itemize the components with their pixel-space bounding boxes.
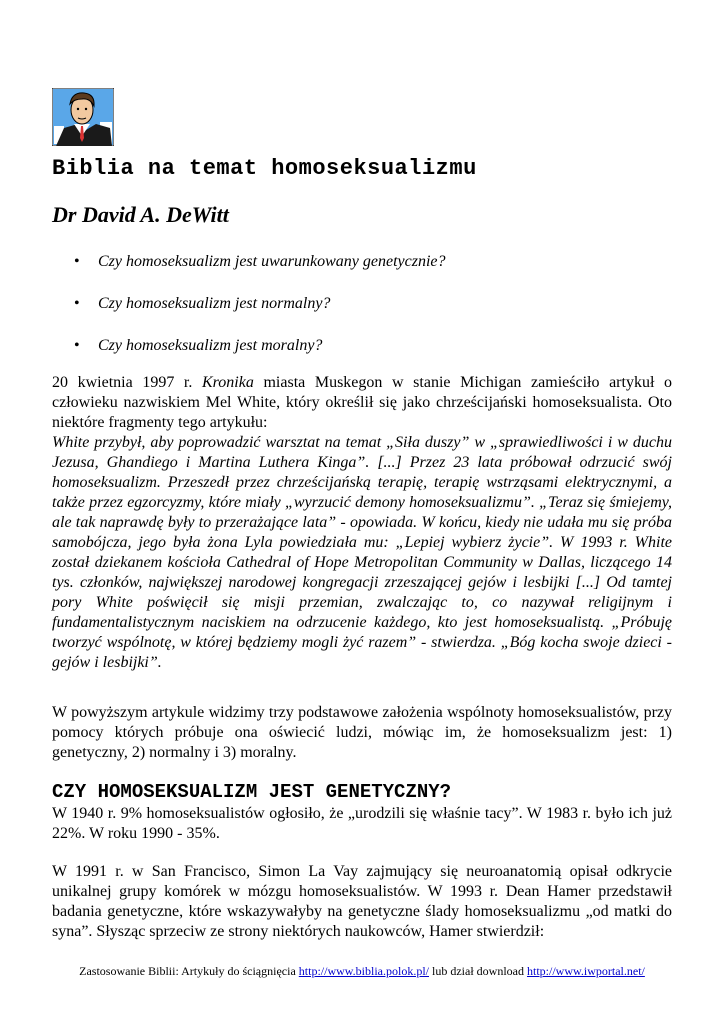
footer: Zastosowanie Biblii: Artykuły do ściągnięcia http://www.biblia.polok.pl/ lub dział download http://www.iwportal.net/ [79, 964, 645, 978]
biblia-link[interactable]: http://www.biblia.polok.pl/ [298, 964, 429, 978]
list-item: • Czy homoseksualizm jest normalny? [74, 295, 331, 312]
bullet-icon: • [74, 253, 80, 270]
article-paragraph: 20 kwietnia 1997 r. Kronika miasta Muskegon w stanie Michigan zamieściło artykuł o człowieku nazwiskiem Mel White, który określił się jako chrześcijański homoseksualista. Oto niektóre fragmenty tego artykułu: White przybył, aby poprowadzić warsztat na temat „Siła duszy” w „sprawiedliwości i w duchu Jezusa, Ghandiego i Martina Luthera Kinga”. [...] Przez 23 lata próbował odrzucić swój homoseksualizm. Przeszedł przez chrześcijańską terapię, terapię wstrząsami elektrycznymi, a także przez egzorcyzmy, które miały „wyrzucić demony homoseksualizmu”. „Teraz się śmiejemy, ale tak naprawdę były to przerażające lata” - opowiada. W końcu, kiedy nie udała mu się próba samobójcza, jego była żona Lyla powiedziała mu: „Lepiej wybierz życie”. W 1993 r. White został dziekanem kościoła Cathedral of Hope Metropolitan Community w Dallas, liczącego 14 tys. członków, największej narodowej kongregacji zrzeszającej gejów i lesbijki [...] Od tamtej pory White poświęcił się misji przemian, zwalczając to, co nazywał religijnym i fundamentalistycznym naciskiem na odrzucenie każdego, kto jest homoseksualistą. „Próbuję tworzyć wspólnotę, w której będziemy mogli żyć razem” - stwierdza. „Bóg kocha swoje dzieci - gejów i lesbijki”. [52, 374, 673, 671]
list-item: • Czy homoseksualizm jest moralny? [74, 337, 323, 354]
bullet-icon: • [74, 337, 80, 354]
section-heading: CZY HOMOSEKSUALIZM JEST GENETYCZNY? [52, 781, 452, 803]
statistics-paragraph: W 1940 r. 9% homoseksualistów ogłosiło, że „urodzili się właśnie tacy”. W 1983 r. było ich już 22%. W roku 1990 - 35%. [52, 805, 672, 842]
list-item: • Czy homoseksualizm jest uwarunkowany genetycznie? [74, 253, 446, 270]
man-clipart-logo [52, 88, 114, 146]
research-paragraph: W 1991 r. w San Francisco, Simon La Vay zajmujący się neuroanatomią opisał odkrycie unikalnej grupy komórek w mózgu homoseksualistów. W 1993 r. Dean Hamer przedstawił badania genetyczne, które wskazywałyby na genetyczne ślady homoseksualizmu „od matki do syna”. Słysząc sprzeciw ze strony niektórych naukowców, Hamer stwierdził: [52, 863, 672, 940]
page-title: Biblia na temat homoseksualizmu [52, 156, 477, 181]
question-list [52, 252, 672, 378]
iwportal-link[interactable]: http://www.iwportal.net/ [526, 964, 645, 978]
author-name: Dr David A. DeWitt [52, 202, 229, 227]
article-quote: White przybył, aby poprowadzić warsztat na temat „Siła duszy” w „sprawiedliwości i w duchu Jezusa, Ghandiego i Martina Luthera Kinga”. [...] Przez 23 lata próbował odrzucić swój homoseksualizm. Przeszedł przez chrześcijańską terapię, terapię wstrząsami elektrycznymi, a także przez egzorcyzmy, które miały „wyrzucić demony homoseksualizmu”. „Teraz się śmiejemy, ale tak naprawdę były to przerażające lata” - opowiada. W końcu, kiedy nie udała mu się próba samobójcza, jego była żona Lyla powiedziała mu: „Lepiej wybierz życie”. W 1993 r. White został dziekanem kościoła Cathedral of Hope Metropolitan Community w Dallas, liczącego 14 tys. członków, największej narodowej kongregacji zrzeszającej gejów i lesbijki [...] Od tamtej pory White poświęcił się misji przemian, zwalczając to, co nazywał religijnym i fundamentalistycznym naciskiem na odrzucenie każdego, kto jest homoseksualistą. „Próbuję tworzyć wspólnotę, w której będziemy mogli żyć razem” - stwierdza. „Bóg kocha swoje dzieci - gejów i lesbijki”. [52, 434, 672, 671]
bullet-icon: • [74, 295, 80, 312]
newspaper-name: Kronika [202, 374, 254, 391]
summary-paragraph: W powyższym artykule widzimy trzy podstawowe założenia wspólnoty homoseksualistów, przy pomocy których próbuje ona oświecić ludzi, mówiąc im, że homoseksualizm jest: 1) genetyczny, 2) normalny i 3) moralny. [52, 704, 672, 761]
